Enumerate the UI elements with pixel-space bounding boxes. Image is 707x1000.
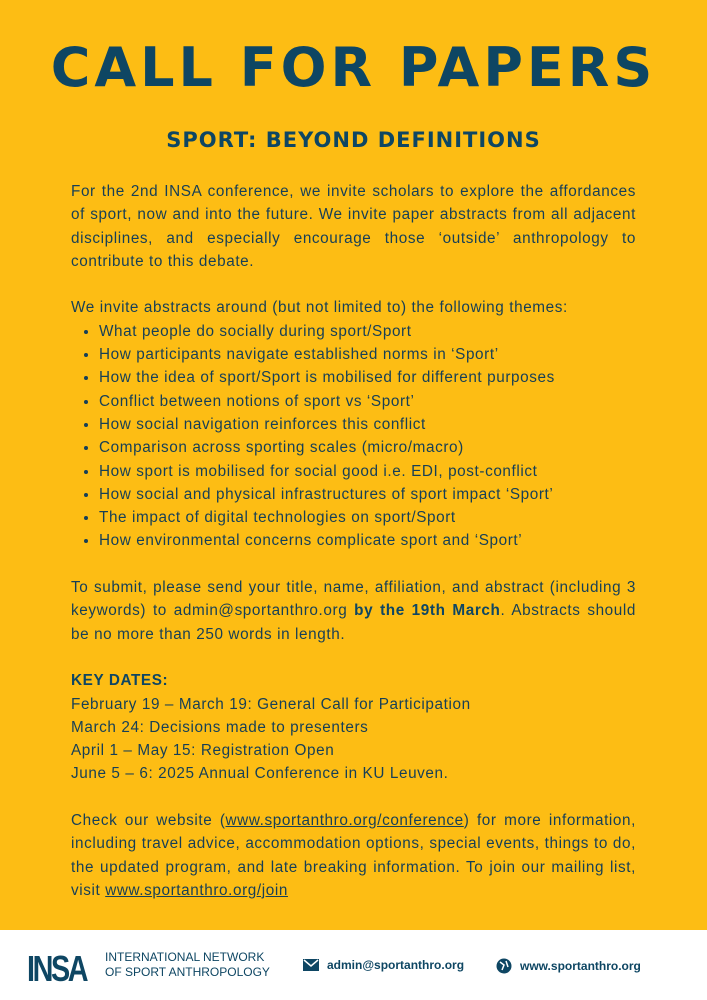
submit-text-end: . Abstracts should be no more than 250 words in length. xyxy=(71,602,637,643)
list-item: • How participants navigate established norms in ‘Sport’ xyxy=(99,343,636,366)
key-dates-heading: KEY DATES: xyxy=(71,672,169,690)
list-item: • Conflict between notions of sport vs ‘Sport’ xyxy=(99,390,636,413)
submit-text: To submit, please send your title, name, affiliation, and abstract (including 3 keywords) to admin@sportanthro.org xyxy=(71,579,636,620)
key-date: June 5 – 6: 2025 Annual Conference in KU Leuven. xyxy=(71,765,449,783)
website-text: Check our website ( xyxy=(71,812,226,830)
list-item: • How social and physical infrastructures of sport impact ‘Sport’ xyxy=(99,483,636,506)
list-item: • The impact of digital technologies on sport/Sport xyxy=(99,506,636,529)
conference-link[interactable]: www.sportanthro.org/conference xyxy=(225,812,464,830)
globe-icon xyxy=(496,958,512,974)
list-item: • Comparison across sporting scales (micro/macro) xyxy=(99,436,636,459)
list-item: • How the idea of sport/Sport is mobilised for different purposes xyxy=(99,366,636,389)
list-item: • How environmental concerns complicate sport and ‘Sport’ xyxy=(99,529,636,552)
footer-website[interactable] xyxy=(496,958,641,974)
footer xyxy=(0,930,707,1000)
poster-body xyxy=(71,180,636,926)
footer-email-text: admin@sportanthro.org xyxy=(327,958,465,972)
website-paragraph xyxy=(71,809,636,902)
intro-paragraph: For the 2nd INSA conference, we invite scholars to explore the affordances of sport, now and into the future. We invite paper abstracts from all adjacent disciplines, and especially encourage those ‘outside’ anthropology to contribute to this debate. xyxy=(71,183,636,270)
org-line: INTERNATIONAL NETWORK xyxy=(105,950,265,964)
submit-paragraph xyxy=(71,576,636,646)
deadline: by the 19th March xyxy=(354,602,501,620)
org-name xyxy=(105,950,270,980)
join-link[interactable]: www.sportanthro.org/join xyxy=(105,881,288,899)
themes-list xyxy=(71,320,636,553)
footer-email[interactable] xyxy=(303,958,464,972)
footer-web-text: www.sportanthro.org xyxy=(520,959,641,973)
key-date: February 19 – March 19: General Call for Participation xyxy=(71,695,471,713)
envelope-icon xyxy=(303,959,319,971)
website-text-2: ) for more information, including travel advice, accommodation options, special events, things to do, the updated program, and late breaking information. To join our mailing list, visit xyxy=(71,812,636,899)
org-line: OF SPORT ANTHROPOLOGY xyxy=(105,965,270,979)
key-date: April 1 – May 15: Registration Open xyxy=(71,742,335,760)
key-dates xyxy=(71,669,636,785)
key-date: March 24: Decisions made to presenters xyxy=(71,718,369,736)
themes-intro: We invite abstracts around (but not limited to) the following themes: xyxy=(71,299,568,317)
insa-logo: INSA xyxy=(27,948,87,989)
list-item: • How social navigation reinforces this conflict xyxy=(99,413,636,436)
page-title: CALL FOR PAPERS xyxy=(50,36,657,99)
page-subtitle: SPORT: BEYOND DEFINITIONS xyxy=(166,128,541,152)
list-item: • How sport is mobilised for social good i.e. EDI, post-conflict xyxy=(99,460,636,483)
list-item: • What people do socially during sport/Sport xyxy=(99,320,636,343)
